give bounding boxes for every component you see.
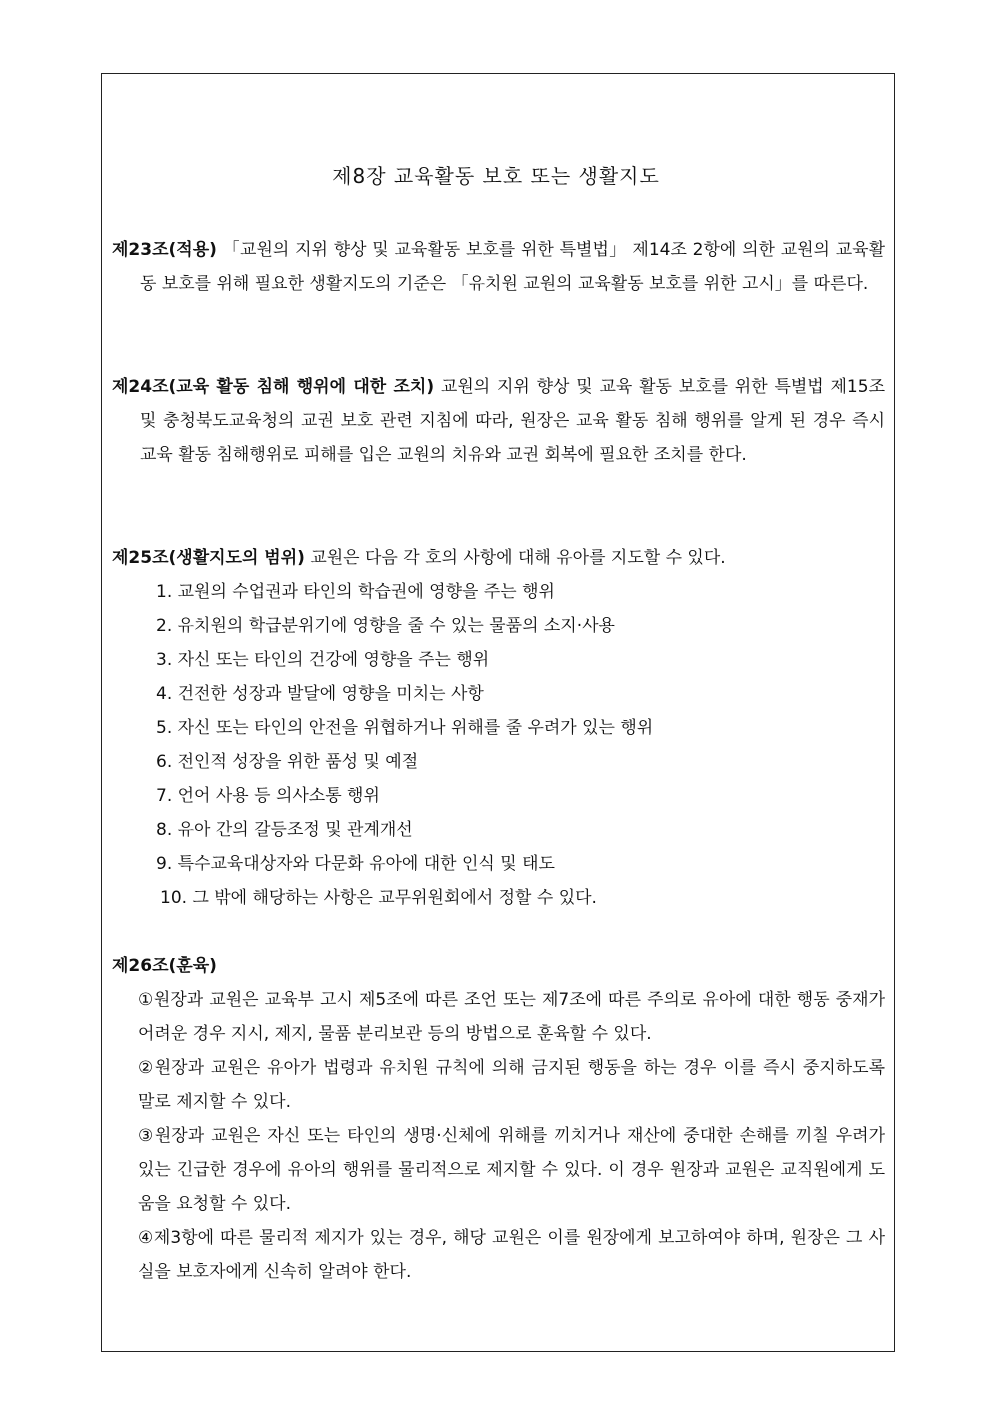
clause-1: ①원장과 교원은 교육부 고시 제5조에 따른 조언 또는 제7조에 따른 주의로 유아에 대한 행동 중재가 어려운 경우 지시, 제지, 물품 분리보관 등의 방법으로 훈육할 수 있다.	[138, 990, 885, 1044]
article-heading: 제23조(적용)	[112, 240, 217, 260]
list-item: 8. 유아 간의 갈등조정 및 관계개선	[156, 820, 413, 840]
list-item: 2. 유치원의 학급분위기에 영향을 줄 수 있는 물품의 소지·사용	[156, 616, 615, 636]
article-23-text	[112, 233, 885, 301]
article-24	[112, 370, 885, 472]
list-item: 7. 언어 사용 등 의사소통 행위	[156, 786, 380, 806]
chapter-title: 제8장 교육활동 보호 또는 생활지도	[332, 164, 660, 188]
article-body: 「교원의 지위 향상 및 교육활동 보호를 위한 특별법」 제14조 2항에 의한 교원의 교육활동 보호를 위해 필요한 생활지도의 기준은 「유치원 교원의 교육활동 보호를 위한 고시」를 따른다.	[140, 240, 885, 294]
list-item: 3. 자신 또는 타인의 건강에 영향을 주는 행위	[156, 650, 490, 670]
article-25	[112, 541, 885, 915]
article-25-text	[112, 541, 885, 575]
list-item: 1. 교원의 수업권과 타인의 학습권에 영향을 주는 행위	[156, 582, 555, 602]
article-body: 교원은 다음 각 호의 사항에 대해 유아를 지도할 수 있다.	[304, 548, 726, 568]
list-item: 10. 그 밖에 해당하는 사항은 교무위원회에서 정할 수 있다.	[160, 888, 597, 908]
article-26-heading-line	[112, 949, 885, 983]
list-item: 9. 특수교육대상자와 다문화 유아에 대한 인식 및 태도	[156, 854, 555, 874]
article-26	[112, 949, 885, 1289]
article-heading: 제24조(교육 활동 침해 행위에 대한 조치)	[112, 377, 435, 397]
article-heading: 제26조(훈육)	[112, 956, 217, 976]
clause-4: ④제3항에 따른 물리적 제지가 있는 경우, 해당 교원은 이를 원장에게 보고하여야 하며, 원장은 그 사실을 보호자에게 신속히 알려야 한다.	[138, 1228, 885, 1282]
clause-3: ③원장과 교원은 자신 또는 타인의 생명·신체에 위해를 끼치거나 재산에 중대한 손해를 끼칠 우려가 있는 긴급한 경우에 유아의 행위를 물리적으로 제지할 수 있다. 이 경우 원장과 교원은 교직원에게 도움을 요청할 수 있다.	[138, 1126, 885, 1214]
list-item: 6. 전인적 성장을 위한 품성 및 예절	[156, 752, 419, 772]
article-23	[112, 233, 885, 301]
list-item: 4. 건전한 성장과 발달에 영향을 미치는 사항	[156, 684, 484, 704]
article-24-text	[112, 370, 885, 472]
clause-2: ②원장과 교원은 유아가 법령과 유치원 규칙에 의해 금지된 행동을 하는 경우 이를 즉시 중지하도록 말로 제지할 수 있다.	[138, 1058, 885, 1112]
list-item: 5. 자신 또는 타인의 안전을 위협하거나 위해를 줄 우려가 있는 행위	[156, 718, 654, 738]
article-body: 교원의 지위 향상 및 교육 활동 보호를 위한 특별법 제15조 및 충청북도교육청의 교권 보호 관련 지침에 따라, 원장은 교육 활동 침해 행위를 알게 된 경우 즉시 교육 활동 침해행위로 피해를 입은 교원의 치유와 교권 회복에 필요한 조치를 한다.	[140, 377, 885, 465]
article-heading: 제25조(생활지도의 범위)	[112, 548, 305, 568]
article-25-items	[112, 575, 885, 915]
